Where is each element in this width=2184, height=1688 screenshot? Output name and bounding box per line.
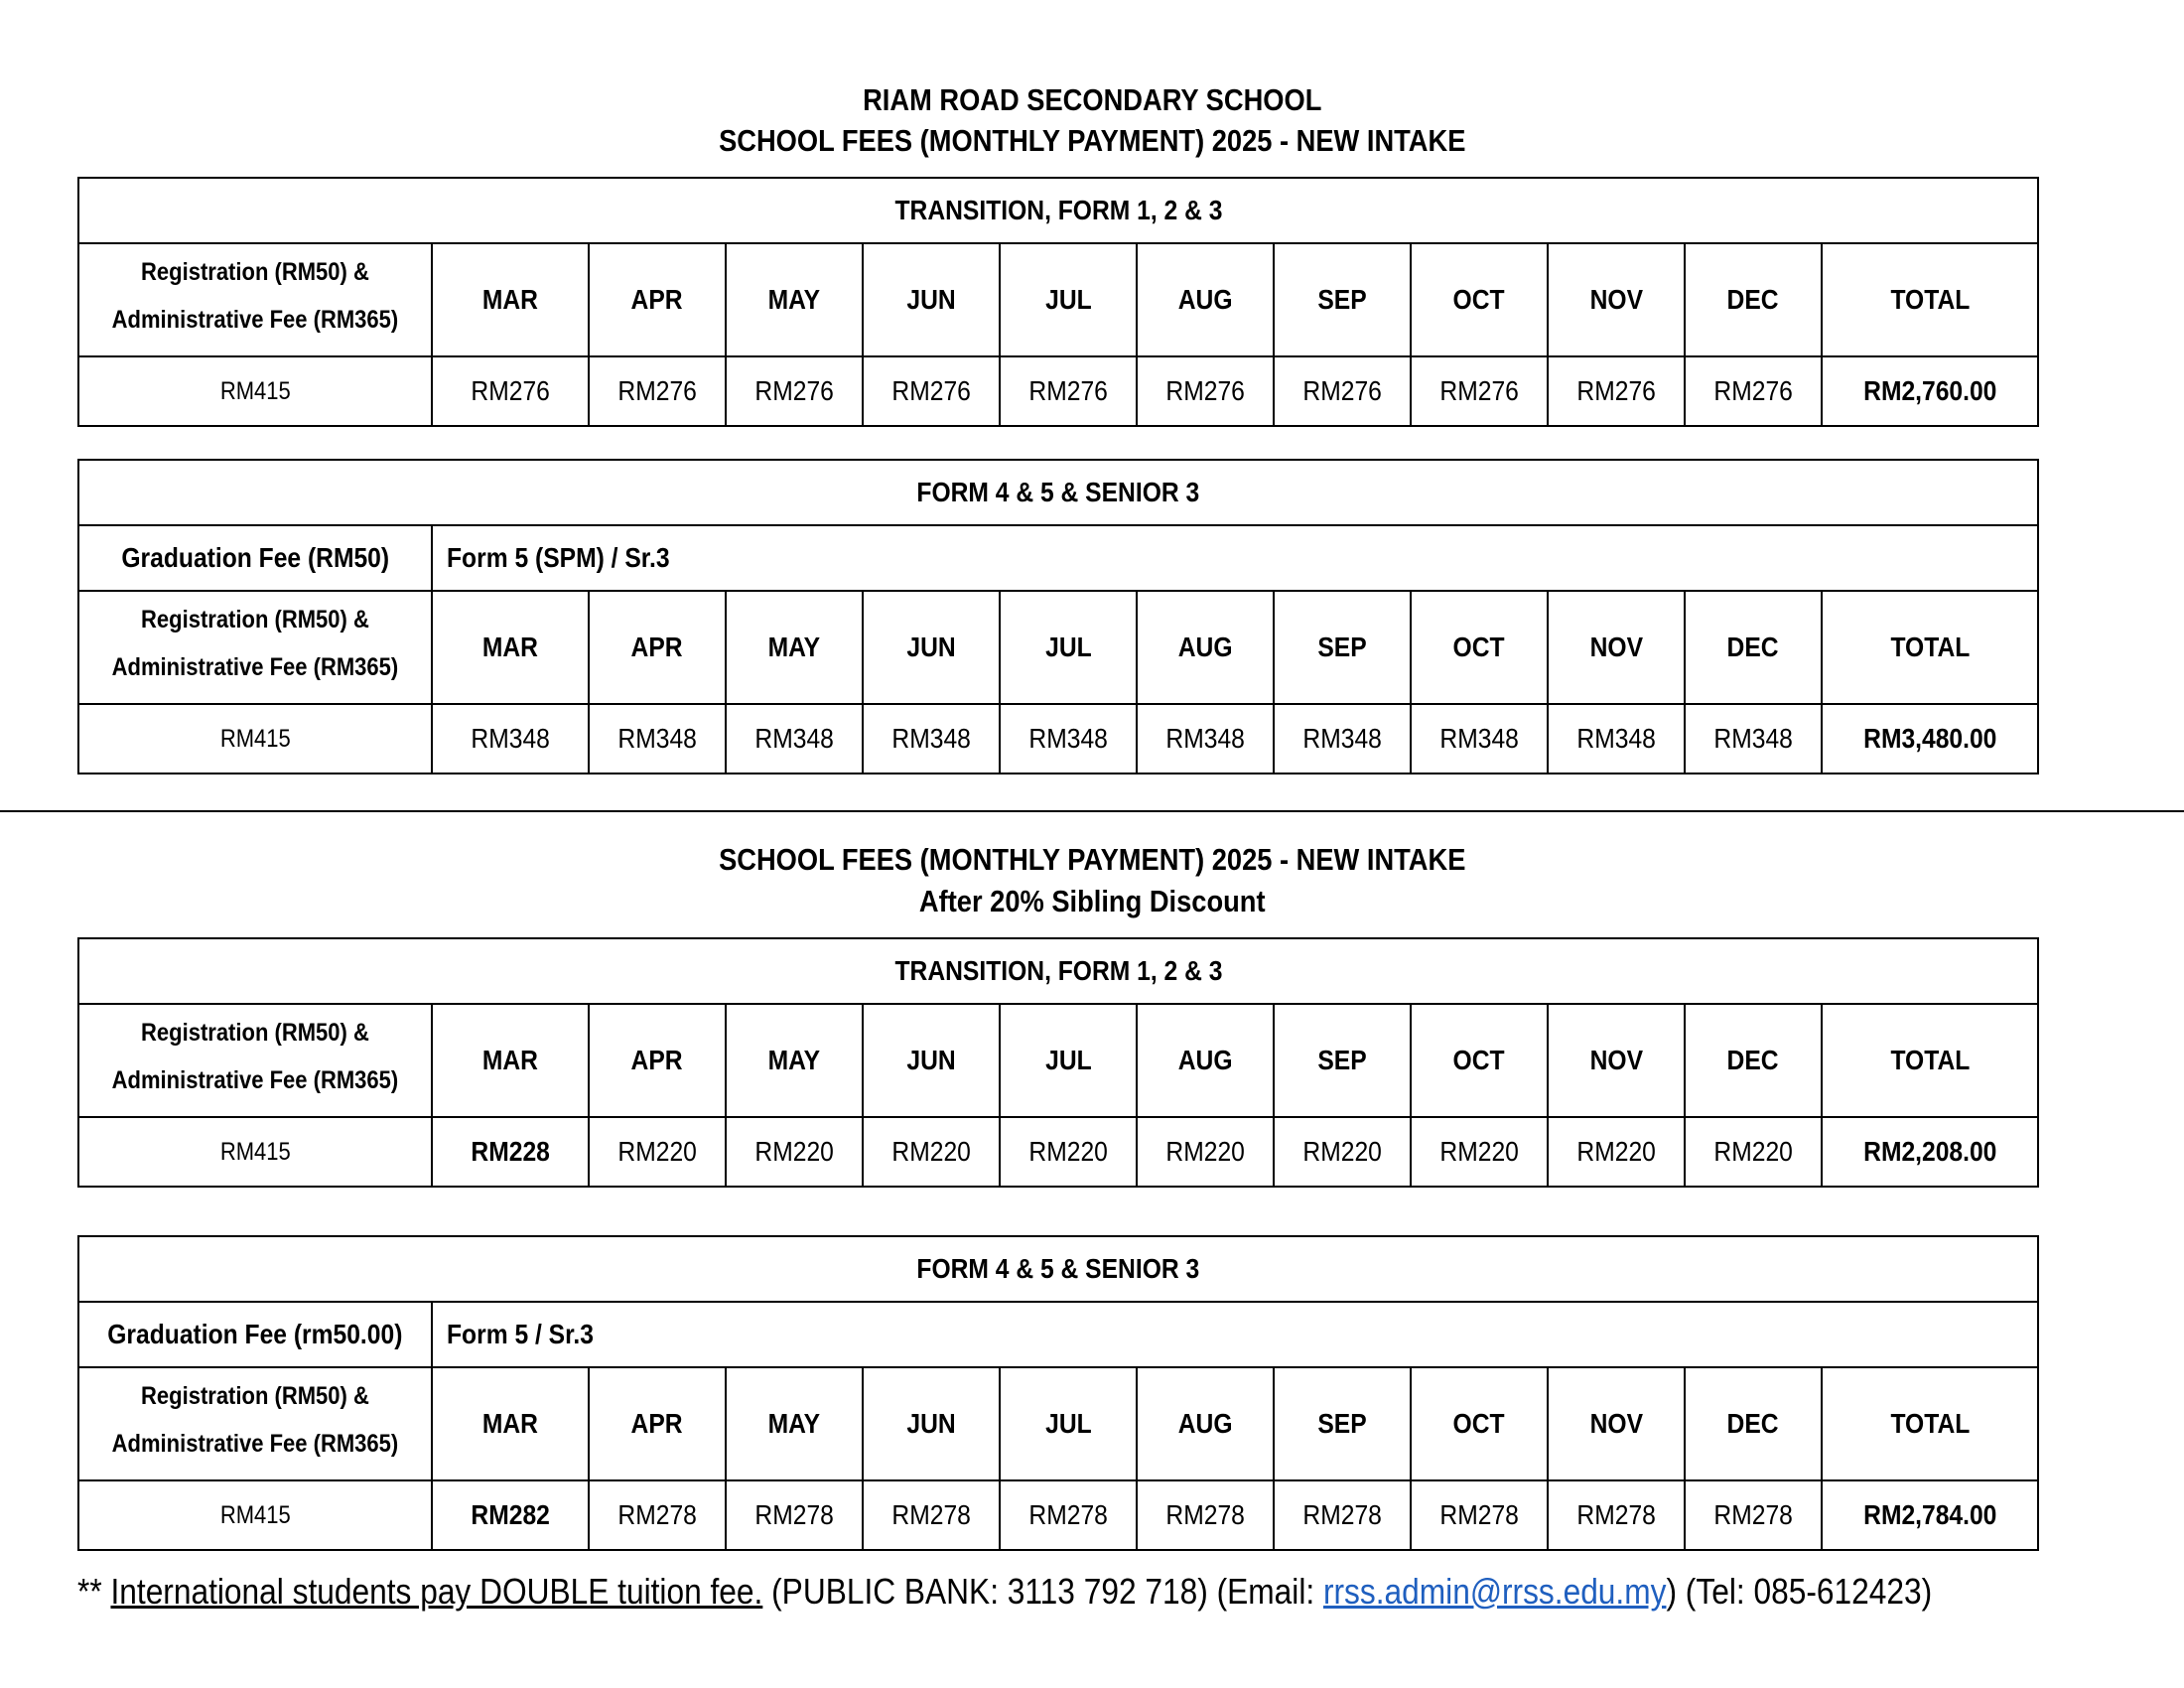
month-header-sep: SEP (1274, 1004, 1411, 1117)
fee-jul: RM348 (1000, 704, 1137, 774)
fee-mar: RM276 (432, 356, 589, 426)
fee-may: RM348 (726, 704, 863, 774)
month-header-mar: MAR (432, 1367, 589, 1480)
fee-may: RM220 (726, 1117, 863, 1187)
month-header-jul: JUL (1000, 1004, 1137, 1117)
section-title: FORM 4 & 5 & SENIOR 3 (78, 1236, 2038, 1302)
month-header-jul: JUL (1000, 1367, 1137, 1480)
month-header-mar: MAR (432, 591, 589, 704)
fees-table-upper-forms (77, 459, 2039, 774)
footer-note (77, 1567, 1932, 1617)
table-row (78, 356, 2038, 426)
fee-column-header: Registration (RM50) & Administrative Fee (RM365) (78, 243, 432, 356)
fee-apr: RM278 (589, 1480, 726, 1550)
fee-aug: RM348 (1137, 704, 1274, 774)
fee-jul: RM220 (1000, 1117, 1137, 1187)
fee-nov: RM278 (1548, 1480, 1685, 1550)
month-header-may: MAY (726, 243, 863, 356)
discounted-fees-table-lower-forms (77, 937, 2039, 1188)
month-header-jun: JUN (863, 243, 1000, 356)
month-header-dec: DEC (1685, 1004, 1822, 1117)
fee-nov: RM276 (1548, 356, 1685, 426)
month-header-dec: DEC (1685, 591, 1822, 704)
telephone: ) (Tel: 085-612423) (1666, 1571, 1933, 1612)
month-header-oct: OCT (1411, 243, 1548, 356)
month-header-oct: OCT (1411, 591, 1548, 704)
fee-apr: RM276 (589, 356, 726, 426)
fee-apr: RM348 (589, 704, 726, 774)
total-header: TOTAL (1822, 1367, 2038, 1480)
fees-title: SCHOOL FEES (MONTHLY PAYMENT) 2025 - NEW INTAKE (719, 123, 1466, 158)
fee-oct: RM278 (1411, 1480, 1548, 1550)
section-title: FORM 4 & 5 & SENIOR 3 (78, 460, 2038, 525)
discounted-fees-table-upper-forms (77, 1235, 2039, 1551)
fee-jun: RM220 (863, 1117, 1000, 1187)
month-header-sep: SEP (1274, 243, 1411, 356)
fee-sep: RM348 (1274, 704, 1411, 774)
fee-total: RM2,784.00 (1822, 1480, 2038, 1550)
graduation-fee-label: Graduation Fee (RM50) (78, 525, 432, 591)
month-header-jun: JUN (863, 591, 1000, 704)
fee-dec: RM348 (1685, 704, 1822, 774)
fee-dec: RM276 (1685, 356, 1822, 426)
month-header-jun: JUN (863, 1004, 1000, 1117)
month-header-dec: DEC (1685, 243, 1822, 356)
fee-nov: RM220 (1548, 1117, 1685, 1187)
fee-jun: RM276 (863, 356, 1000, 426)
school-name: RIAM ROAD SECONDARY SCHOOL (863, 82, 1322, 117)
table-row (78, 1480, 2038, 1550)
fee-mar: RM348 (432, 704, 589, 774)
graduation-fee-applies-to: Form 5 (SPM) / Sr.3 (432, 525, 2038, 591)
fee-aug: RM220 (1137, 1117, 1274, 1187)
month-header-sep: SEP (1274, 1367, 1411, 1480)
month-header-apr: APR (589, 591, 726, 704)
fee-mar: RM282 (432, 1480, 589, 1550)
fee-dec: RM220 (1685, 1117, 1822, 1187)
registration-fee: RM415 (78, 1117, 432, 1187)
fee-column-header: Registration (RM50) & Administrative Fee (RM365) (78, 591, 432, 704)
month-header-apr: APR (589, 1004, 726, 1117)
fee-jul: RM278 (1000, 1480, 1137, 1550)
month-header-may: MAY (726, 1367, 863, 1480)
fee-sep: RM276 (1274, 356, 1411, 426)
month-header-mar: MAR (432, 243, 589, 356)
month-header-nov: NOV (1548, 1367, 1685, 1480)
fee-may: RM276 (726, 356, 863, 426)
international-students-note: International students pay DOUBLE tuition fee. (110, 1571, 763, 1612)
table-row (78, 704, 2038, 774)
registration-fee: RM415 (78, 1480, 432, 1550)
total-header: TOTAL (1822, 243, 2038, 356)
fee-column-header: Registration (RM50) & Administrative Fee (RM365) (78, 1367, 432, 1480)
fee-dec: RM278 (1685, 1480, 1822, 1550)
month-header-oct: OCT (1411, 1004, 1548, 1117)
month-header-may: MAY (726, 1004, 863, 1117)
section-title: TRANSITION, FORM 1, 2 & 3 (78, 178, 2038, 243)
fee-total: RM3,480.00 (1822, 704, 2038, 774)
section-divider (0, 810, 2184, 812)
month-header-nov: NOV (1548, 591, 1685, 704)
fee-sep: RM278 (1274, 1480, 1411, 1550)
fee-nov: RM348 (1548, 704, 1685, 774)
bank-details: (PUBLIC BANK: 3113 792 718) (Email: (762, 1571, 1323, 1612)
month-header-aug: AUG (1137, 243, 1274, 356)
fee-may: RM278 (726, 1480, 863, 1550)
fee-oct: RM220 (1411, 1117, 1548, 1187)
month-header-sep: SEP (1274, 591, 1411, 704)
graduation-fee-applies-to: Form 5 / Sr.3 (432, 1302, 2038, 1367)
fees-table-lower-forms (77, 177, 2039, 427)
fee-sep: RM220 (1274, 1117, 1411, 1187)
month-header-apr: APR (589, 243, 726, 356)
fee-total: RM2,760.00 (1822, 356, 2038, 426)
fee-jun: RM348 (863, 704, 1000, 774)
month-header-apr: APR (589, 1367, 726, 1480)
month-header-aug: AUG (1137, 591, 1274, 704)
month-header-aug: AUG (1137, 1004, 1274, 1117)
fee-aug: RM278 (1137, 1480, 1274, 1550)
total-header: TOTAL (1822, 591, 2038, 704)
registration-fee: RM415 (78, 704, 432, 774)
month-header-dec: DEC (1685, 1367, 1822, 1480)
month-header-nov: NOV (1548, 243, 1685, 356)
month-header-nov: NOV (1548, 1004, 1685, 1117)
graduation-fee-label: Graduation Fee (rm50.00) (78, 1302, 432, 1367)
month-header-jun: JUN (863, 1367, 1000, 1480)
fee-aug: RM276 (1137, 356, 1274, 426)
total-header: TOTAL (1822, 1004, 2038, 1117)
fee-apr: RM220 (589, 1117, 726, 1187)
month-header-mar: MAR (432, 1004, 589, 1117)
month-header-may: MAY (726, 591, 863, 704)
fee-column-header: Registration (RM50) & Administrative Fee (RM365) (78, 1004, 432, 1117)
month-header-jul: JUL (1000, 243, 1137, 356)
email-link[interactable]: rrss.admin@rrss.edu.my (1322, 1571, 1667, 1612)
month-header-aug: AUG (1137, 1367, 1274, 1480)
fee-jul: RM276 (1000, 356, 1137, 426)
discount-subtitle: After 20% Sibling Discount (918, 884, 1266, 918)
fee-mar: RM228 (432, 1117, 589, 1187)
registration-fee: RM415 (78, 356, 432, 426)
month-header-jul: JUL (1000, 591, 1137, 704)
footer-prefix: ** (77, 1571, 111, 1612)
fee-oct: RM276 (1411, 356, 1548, 426)
table-row (78, 1117, 2038, 1187)
fee-jun: RM278 (863, 1480, 1000, 1550)
section-title: TRANSITION, FORM 1, 2 & 3 (78, 938, 2038, 1004)
discount-title: SCHOOL FEES (MONTHLY PAYMENT) 2025 - NEW INTAKE (719, 842, 1466, 877)
fee-oct: RM348 (1411, 704, 1548, 774)
month-header-oct: OCT (1411, 1367, 1548, 1480)
fee-total: RM2,208.00 (1822, 1117, 2038, 1187)
